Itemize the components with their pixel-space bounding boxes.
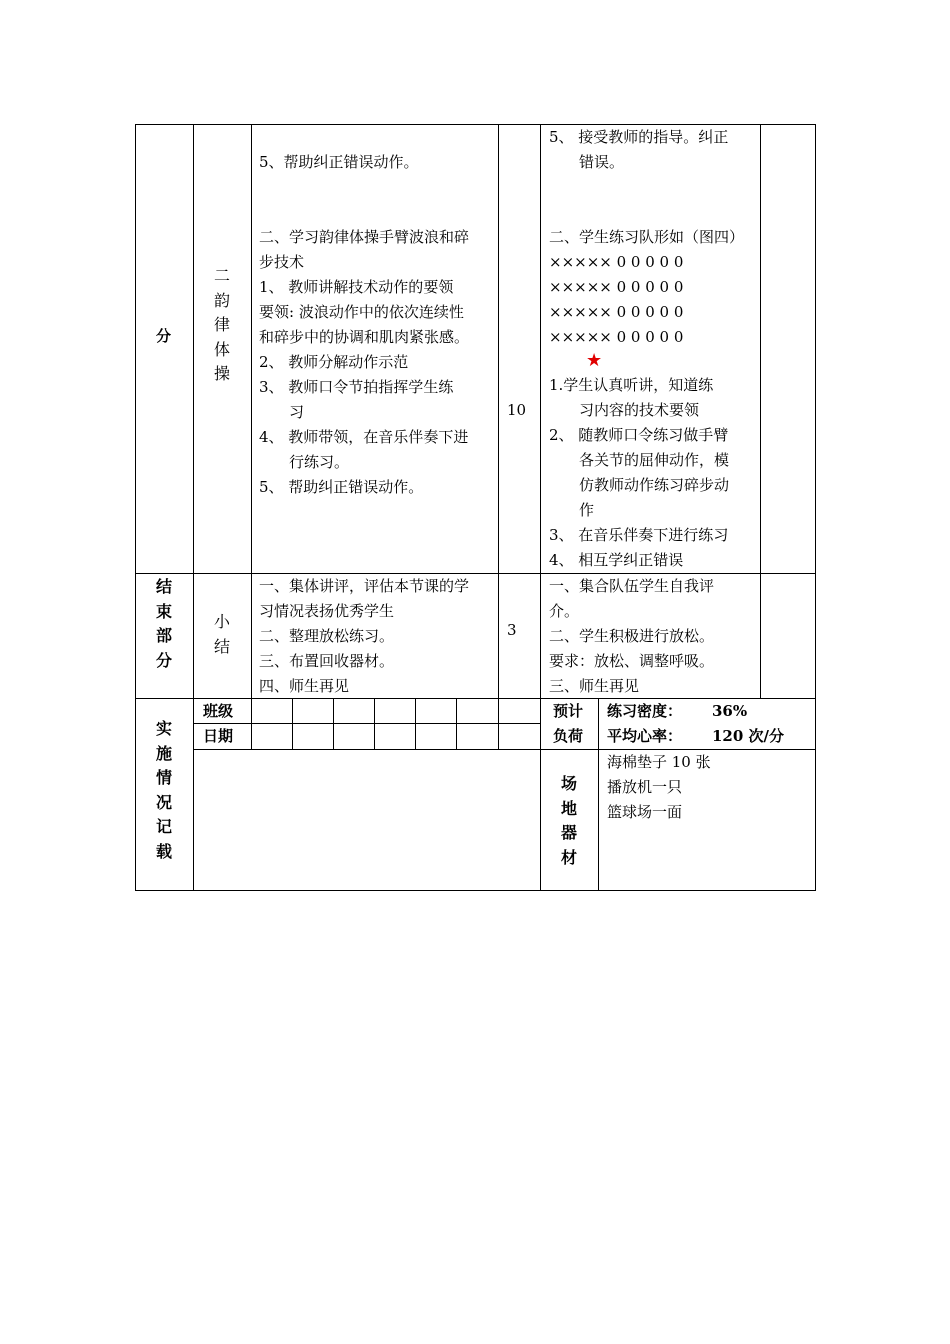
student-line: 作 xyxy=(549,501,595,519)
teacher-line: 二、学习韵律体操手臂波浪和碎 xyxy=(259,228,470,246)
teacher-line xyxy=(259,175,469,200)
vertical-char: 器 xyxy=(560,823,577,842)
formation-row: ××××× 0 0 0 0 0 xyxy=(549,328,684,346)
student-line: 要求：放松、调整呼吸。 xyxy=(549,652,715,670)
grid-line xyxy=(456,698,457,750)
grid-line xyxy=(498,698,499,750)
teacher-line xyxy=(259,200,469,225)
record-section-label xyxy=(152,717,176,864)
heart-rate-value: 120 次/分 xyxy=(712,727,785,745)
topic-label xyxy=(210,264,234,387)
teacher-line: 5、 帮助纠正错误动作。 xyxy=(259,478,424,496)
grid-line xyxy=(333,698,334,750)
vertical-char: 场 xyxy=(560,774,577,793)
teacher-position-star-icon: ★ xyxy=(586,350,603,371)
student-line: 5、 接受教师的指导。纠正 xyxy=(549,128,729,146)
col-divider-4 xyxy=(540,124,541,891)
venue-equipment-label xyxy=(557,772,581,870)
equipment-list xyxy=(607,750,711,825)
ending-time-value: 3 xyxy=(507,621,517,639)
vertical-char: 二 xyxy=(213,266,230,285)
teacher-line: 要领: 波浪动作中的依次连续性 xyxy=(259,303,464,321)
col-divider-3 xyxy=(498,124,499,699)
record-col-divider xyxy=(598,698,599,891)
grid-line xyxy=(292,698,293,750)
student-line: 3、 在音乐伴奏下进行练习 xyxy=(549,526,729,544)
table-border-bottom xyxy=(135,890,815,891)
student-line: 三、师生再见 xyxy=(549,677,640,695)
formation-row: ××××× 0 0 0 0 0 xyxy=(549,303,684,321)
teacher-line: 步技术 xyxy=(259,253,305,271)
student-line: 4、 相互学纠正错误 xyxy=(549,551,684,569)
student-line: 习内容的技术要领 xyxy=(549,401,700,419)
student-line: 仿教师动作练习碎步动 xyxy=(549,476,730,494)
teacher-line: 四、师生再见 xyxy=(259,677,350,695)
heart-rate-label: 平均心率： xyxy=(607,727,683,745)
formation-row: ××××× 0 0 0 0 0 xyxy=(549,253,684,271)
teacher-content xyxy=(259,150,469,500)
density-label: 练习密度： xyxy=(607,702,683,720)
vertical-char: 体 xyxy=(213,339,230,359)
time-value: 10 xyxy=(507,401,527,419)
class-row-divider xyxy=(193,723,540,724)
student-line: 错误。 xyxy=(549,153,625,171)
summary-topic-label xyxy=(210,610,234,659)
grid-line xyxy=(374,698,375,750)
teacher-line: 3、 教师口令节拍指挥学生练 xyxy=(259,378,454,396)
vertical-char: 律 xyxy=(213,315,230,334)
teacher-line: 二、整理放松练习。 xyxy=(259,627,395,645)
class-label: 班级 xyxy=(203,702,234,720)
date-label: 日期 xyxy=(203,727,234,745)
vertical-char: 材 xyxy=(560,847,577,867)
student-content xyxy=(549,125,744,350)
equipment-item: 播放机一只 xyxy=(607,778,683,796)
teacher-line: 5、帮助纠正错误动作。 xyxy=(259,153,419,171)
vertical-char: 实 xyxy=(155,719,172,738)
student-line: 二、学生练习队形如（图四） xyxy=(549,228,745,246)
student-line: 二、学生积极进行放松。 xyxy=(549,627,715,645)
student-line: 介。 xyxy=(549,602,580,620)
teacher-line: 三、布置回收器材。 xyxy=(259,652,395,670)
teacher-line: 习情况表扬优秀学生 xyxy=(259,602,395,620)
col-divider-1 xyxy=(193,124,194,891)
student-line: 一、集合队伍学生自我评 xyxy=(549,577,715,595)
load-label-2: 负荷 xyxy=(553,727,584,745)
grid-line xyxy=(415,698,416,750)
student-line: 2、 随教师口令练习做手臂 xyxy=(549,426,729,444)
ending-section-label xyxy=(152,575,176,673)
vertical-char: 结 xyxy=(213,636,230,656)
student-line xyxy=(549,175,744,200)
date-row-divider xyxy=(193,749,815,750)
teacher-line: 4、 教师带领，在音乐伴奏下进 xyxy=(259,428,469,446)
teacher-line: 和碎步中的协调和肌肉紧张感。 xyxy=(259,328,470,346)
density-value: 36% xyxy=(712,702,748,720)
equipment-item: 篮球场一面 xyxy=(607,803,683,821)
vertical-char: 施 xyxy=(155,743,172,763)
vertical-char: 地 xyxy=(560,798,577,818)
equipment-item: 海棉垫子 10 张 xyxy=(607,753,711,771)
load-label-1: 预计 xyxy=(553,702,584,720)
vertical-char: 况 xyxy=(155,792,172,812)
vertical-char: 结 xyxy=(155,577,172,596)
col-divider-5 xyxy=(760,124,761,699)
vertical-char: 分 xyxy=(155,650,172,670)
vertical-char: 小 xyxy=(213,612,230,631)
grid-line xyxy=(251,698,252,750)
ending-student-content xyxy=(549,574,714,699)
formation-row: ××××× 0 0 0 0 0 xyxy=(549,278,684,296)
vertical-char: 载 xyxy=(155,841,172,861)
vertical-char: 部 xyxy=(155,626,172,645)
vertical-char: 韵 xyxy=(213,290,230,310)
col-divider-2 xyxy=(251,124,252,699)
table-border-right xyxy=(815,124,816,891)
teacher-line: 行练习。 xyxy=(259,453,350,471)
student-content-bottom xyxy=(549,373,729,573)
ending-teacher-content xyxy=(259,574,469,699)
vertical-char: 束 xyxy=(155,601,172,621)
teacher-line: 习 xyxy=(259,403,305,421)
student-line: 各关节的屈伸动作，模 xyxy=(549,451,730,469)
vertical-char: 操 xyxy=(213,364,230,383)
teacher-line: 1、 教师讲解技术动作的要领 xyxy=(259,278,454,296)
vertical-char: 记 xyxy=(155,817,172,836)
teacher-line: 2、 教师分解动作示范 xyxy=(259,353,409,371)
table-border-left xyxy=(135,124,136,891)
student-line xyxy=(549,200,744,225)
vertical-char: 情 xyxy=(155,768,172,787)
teacher-line: 一、集体讲评，评估本节课的学 xyxy=(259,577,470,595)
student-line: 1.学生认真听讲，知道练 xyxy=(549,376,714,394)
section-label: 分 xyxy=(156,327,172,345)
